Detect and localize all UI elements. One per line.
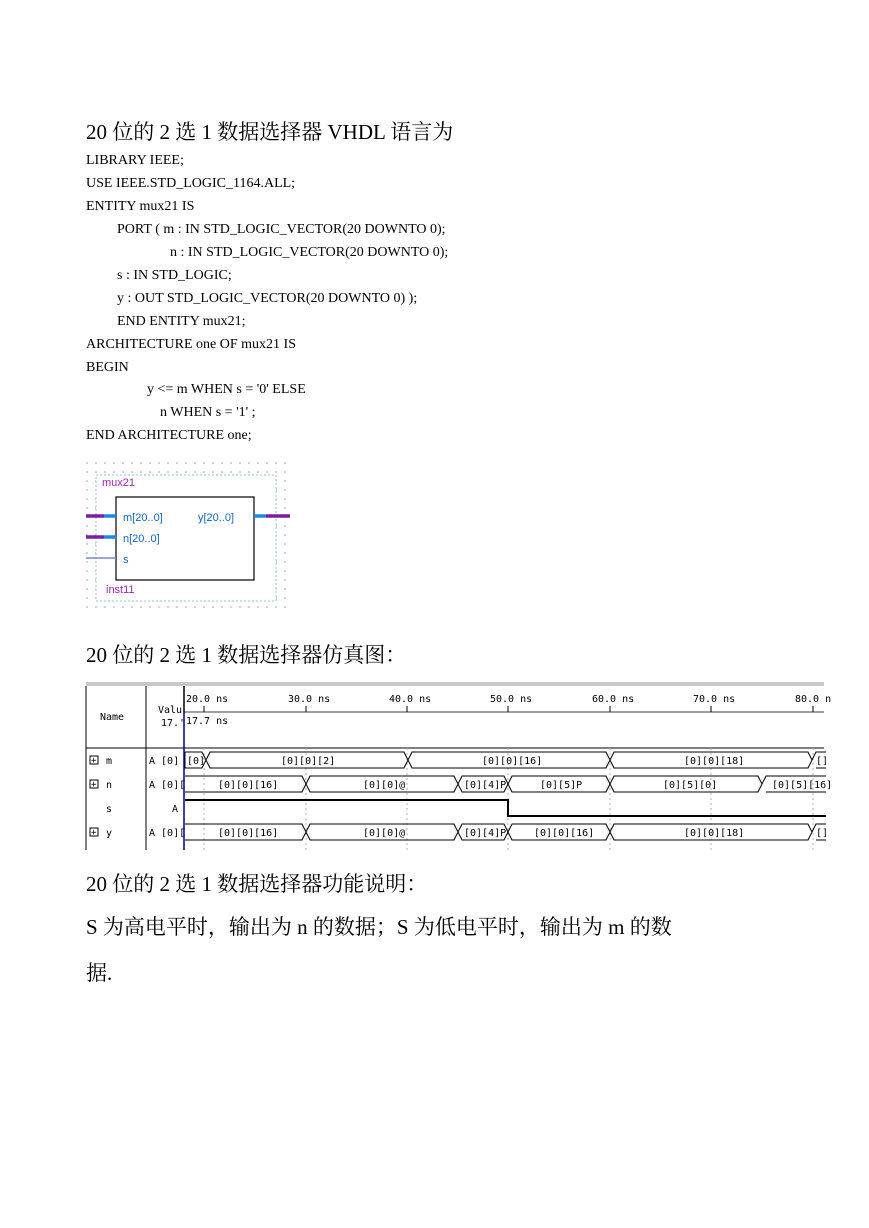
signal-value: A [0] bbox=[149, 756, 180, 767]
bus-value: [0][0][18] bbox=[684, 828, 745, 839]
mux21-block-symbol bbox=[86, 462, 290, 612]
code-line: END ENTITY mux21; bbox=[117, 314, 246, 329]
function-description-line2: 据. bbox=[86, 961, 113, 985]
bus-value: [0][5][0] bbox=[663, 780, 718, 791]
function-heading: 20 位的 2 选 1 数据选择器功能说明： bbox=[86, 872, 428, 896]
code-line: y : OUT STD_LOGIC_VECTOR(20 DOWNTO 0) ); bbox=[117, 291, 418, 306]
port-label-m: m[20..0] bbox=[123, 512, 163, 524]
symbol-title: mux21 bbox=[102, 477, 136, 489]
bus-value: [0][0][16] bbox=[218, 828, 279, 839]
name-column-header: Name bbox=[100, 712, 125, 723]
bus-value: [0][0]@ bbox=[363, 828, 406, 839]
code-line: s : IN STD_LOGIC; bbox=[117, 268, 232, 283]
value-column-header: Valu bbox=[158, 705, 183, 716]
code-line: END ARCHITECTURE one; bbox=[86, 428, 252, 443]
simulation-heading: 20 位的 2 选 1 数据选择器仿真图： bbox=[86, 643, 407, 667]
code-line: BEGIN bbox=[86, 360, 129, 375]
time-tick-label: 40.0 ns bbox=[389, 694, 432, 705]
expand-icon-glyph: + bbox=[91, 756, 97, 766]
code-line: PORT ( m : IN STD_LOGIC_VECTOR(20 DOWNTO 0); bbox=[117, 222, 446, 237]
code-line: n : IN STD_LOGIC_VECTOR(20 DOWNTO 0); bbox=[170, 245, 449, 260]
bus-value: [0][5]P bbox=[540, 780, 583, 791]
signal-name: n bbox=[106, 780, 113, 791]
bus-value: [0][5][16] bbox=[772, 780, 833, 791]
bus-value: [0][0][18] bbox=[684, 756, 745, 767]
expand-icon-glyph: + bbox=[91, 828, 97, 838]
bus-value: [0][0][2] bbox=[281, 756, 336, 767]
bus-value: [0][0][16] bbox=[534, 828, 595, 839]
port-label-n: n[20..0] bbox=[123, 533, 160, 545]
bus-value: [0] bbox=[187, 756, 206, 767]
code-line: y <= m WHEN s = '0' ELSE bbox=[147, 382, 306, 397]
expand-icon-glyph: + bbox=[91, 780, 97, 790]
value-column-time: 17.' bbox=[161, 718, 186, 729]
signal-name: m bbox=[106, 756, 113, 767]
time-tick-label: 30.0 ns bbox=[288, 694, 331, 705]
waveform-viewer bbox=[86, 682, 833, 850]
port-label-s: s bbox=[123, 554, 129, 566]
bus-value: [0][4]P bbox=[464, 828, 507, 839]
code-line: USE IEEE.STD_LOGIC_1164.ALL; bbox=[86, 176, 296, 191]
vhdl-heading: 20 位的 2 选 1 数据选择器 VHDL 语言为 bbox=[86, 120, 454, 144]
time-tick-label: 50.0 ns bbox=[490, 694, 533, 705]
bus-value: [0][4]P bbox=[464, 780, 507, 791]
code-line: ARCHITECTURE one OF mux21 IS bbox=[86, 337, 296, 352]
port-label-y: y[20..0] bbox=[198, 512, 235, 524]
cursor-time-label: 17.7 ns bbox=[186, 716, 229, 727]
bus-value: [] bbox=[816, 828, 829, 839]
time-tick-label: 60.0 ns bbox=[592, 694, 635, 705]
instance-label: inst11 bbox=[106, 584, 135, 596]
function-description-line1: S 为高电平时，输出为 n 的数据；S 为低电平时，输出为 m 的数 bbox=[86, 915, 672, 939]
time-tick-label: 70.0 ns bbox=[693, 694, 736, 705]
symbol-svg bbox=[86, 462, 290, 612]
waveform-svg bbox=[86, 682, 833, 850]
signal-name: y bbox=[106, 828, 113, 839]
bus-value: [0][0][16] bbox=[218, 780, 279, 791]
signal-name: s bbox=[106, 804, 113, 815]
signal-value: A bbox=[172, 804, 179, 815]
time-tick-label: 80.0 n bbox=[795, 694, 832, 705]
signal-value: A [0][ bbox=[149, 780, 186, 791]
code-line: ENTITY mux21 IS bbox=[86, 199, 195, 214]
time-tick-label: 20.0 ns bbox=[186, 694, 229, 705]
bus-value: [0][0]@ bbox=[363, 780, 406, 791]
bus-value: [0][0][16] bbox=[482, 756, 543, 767]
bus-value: [] bbox=[816, 756, 829, 767]
code-line: LIBRARY IEEE; bbox=[86, 153, 184, 168]
code-line: n WHEN s = '1' ; bbox=[160, 405, 256, 420]
signal-value: A [0][ bbox=[149, 828, 186, 839]
